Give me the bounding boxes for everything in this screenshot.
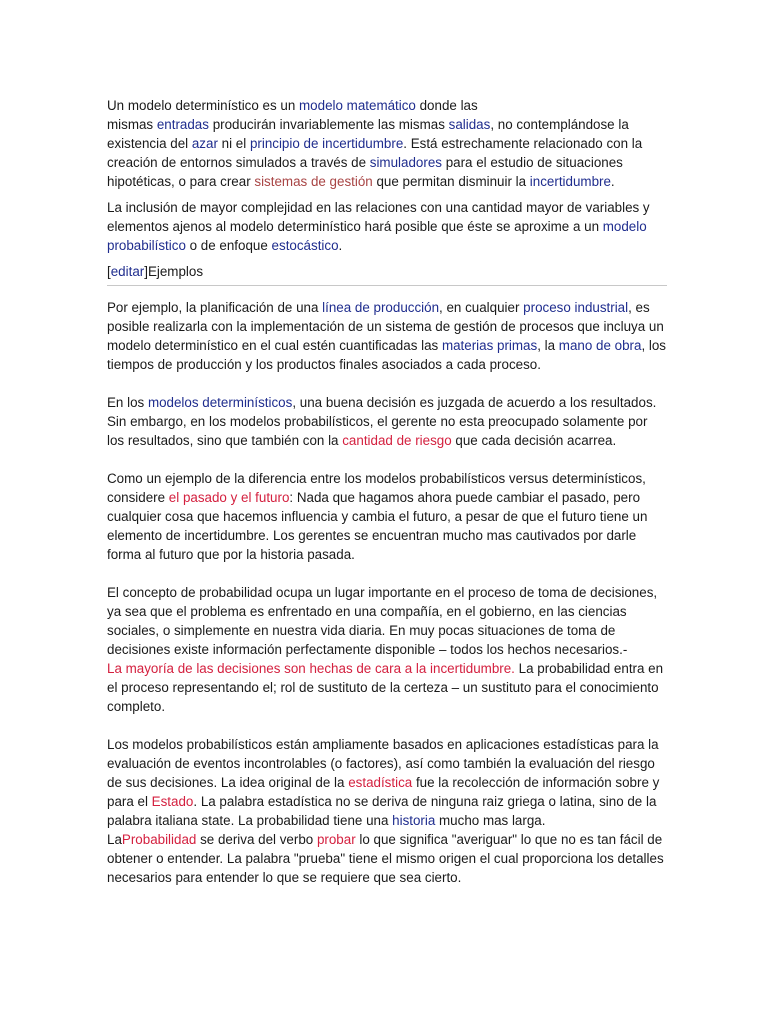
inline-link[interactable]: Probabilidad bbox=[121, 832, 197, 847]
text-run: ni el bbox=[217, 136, 250, 151]
text-run: Como un ejemplo de la diferencia entre los modelos probabilísticos versus determinísticos, considere bbox=[107, 471, 646, 505]
text-run: que permitan disminuir la bbox=[372, 174, 530, 189]
paragraph bbox=[107, 198, 667, 255]
inline-link[interactable]: modelo matemático bbox=[299, 98, 416, 113]
text-run: La bbox=[107, 832, 122, 847]
text-run: o de enfoque bbox=[185, 238, 272, 253]
paragraph bbox=[107, 393, 667, 450]
text-run: se deriva del verbo bbox=[196, 832, 317, 847]
paragraph bbox=[107, 583, 667, 716]
text-run: mucho mas larga. bbox=[435, 813, 546, 828]
inline-link[interactable]: principio de incertidumbre bbox=[249, 136, 404, 151]
inline-link[interactable]: cantidad de riesgo bbox=[342, 433, 452, 448]
inline-link[interactable]: el pasado y el futuro bbox=[168, 490, 290, 505]
text-run: . bbox=[610, 174, 615, 189]
text-run: donde las bbox=[415, 98, 478, 113]
text-run: , una buena decisión es juzgada de acuerdo a los resultados. Sin embargo, en los modelos probabilísticos, el gerente no esta preocupado solamente por los resultados, sino que también con la bbox=[107, 395, 657, 448]
section-heading-ejemplos bbox=[107, 262, 667, 286]
text-run: . bbox=[338, 238, 343, 253]
text-run: Un modelo determinístico es un bbox=[107, 98, 300, 113]
text-run: , no contemplándose la existencia del bbox=[107, 117, 629, 151]
text-run: . Está estrechamente relacionado con la creación de entornos simulados a través de bbox=[107, 136, 643, 170]
text-run: producirán invariablemente las mismas bbox=[208, 117, 449, 132]
inline-link[interactable]: historia bbox=[392, 813, 436, 828]
text-run: mismas bbox=[107, 117, 157, 132]
text-run: para el estudio de situaciones hipotéticas, o para crear bbox=[107, 155, 623, 189]
paragraph bbox=[107, 96, 667, 191]
document-body bbox=[107, 96, 667, 887]
text-run: ]Ejemplos bbox=[144, 264, 204, 279]
inline-link[interactable]: entradas bbox=[156, 117, 209, 132]
text-run: , es posible realizarla con la implementación de un sistema de gestión de procesos que incluya un modelo determinístico en el cual estén cuantificadas las bbox=[107, 300, 664, 353]
inline-link[interactable]: mano de obra bbox=[558, 338, 642, 353]
inline-link[interactable]: modelos determinísticos bbox=[147, 395, 293, 410]
inline-link[interactable]: estadística bbox=[348, 775, 413, 790]
paragraph bbox=[107, 298, 667, 374]
inline-link[interactable]: simuladores bbox=[369, 155, 442, 170]
text-run: , la bbox=[537, 338, 559, 353]
text-run: [ bbox=[107, 264, 111, 279]
paragraph bbox=[107, 735, 667, 887]
text-run: , en cualquier bbox=[439, 300, 524, 315]
paragraph bbox=[107, 469, 667, 564]
text-run: : Nada que hagamos ahora puede cambiar el pasado, pero cualquier cosa que hacemos influencia y cambia el futuro, a pesar de que el futuro tiene un elemento de incertidumbre. Los gerentes se encuentran mucho mas cautivados por darle forma al futuro que por la historia pasada. bbox=[107, 490, 648, 562]
text-run: , los tiempos de producción y los productos finales asociados a cada proceso. bbox=[107, 338, 666, 372]
text-run: El concepto de probabilidad ocupa un lugar importante en el proceso de toma de decisiones, ya sea que el problema es enfrentado en una compañía, en el gobierno, en las ciencias sociales, o simplemente en nuestra vida diaria. En muy pocas situaciones de toma de decisiones existe información perfectamente disponible – todos los hechos necesarios.- bbox=[107, 585, 658, 657]
inline-link[interactable]: línea de producción bbox=[322, 300, 440, 315]
edit-link[interactable]: editar bbox=[110, 264, 145, 279]
inline-link[interactable]: materias primas bbox=[441, 338, 538, 353]
text-run: La inclusión de mayor complejidad en las relaciones con una cantidad mayor de variables y elementos ajenos al modelo determinístico hará posible que éste se aproxime a un bbox=[107, 200, 650, 234]
inline-link[interactable]: azar bbox=[191, 136, 218, 151]
text-run: Por ejemplo, la planificación de una bbox=[107, 300, 323, 315]
inline-link[interactable]: probar bbox=[316, 832, 356, 847]
text-run: lo que significa "averiguar" lo que no es tan fácil de obtener o entender. La palabra "prueba" tiene el mismo origen el cual proporciona los detalles necesarios para entender lo que se requiere que sea cierto. bbox=[107, 832, 664, 885]
text-run: La probabilidad entra en el proceso representando el; rol de sustituto de la certeza – un sustituto para el conocimiento completo. bbox=[107, 661, 664, 714]
text-run: Los modelos probabilísticos están ampliamente basados en aplicaciones estadísticas para la evaluación de eventos incontrolables (o factores), así como también la evaluación del riesgo de sus decisiones. La idea original de la bbox=[107, 737, 659, 790]
inline-link[interactable]: proceso industrial bbox=[523, 300, 629, 315]
inline-link[interactable]: incertidumbre bbox=[529, 174, 611, 189]
inline-link[interactable]: salidas bbox=[448, 117, 491, 132]
inline-link[interactable]: La mayoría de las decisiones son hechas de cara a la incertidumbre. bbox=[107, 661, 515, 676]
text-run: . La palabra estadística no se deriva de ninguna raiz griega o latina, sino de la palabra italiana state. La probabilidad tiene una bbox=[107, 794, 657, 828]
text-run: En los bbox=[107, 395, 148, 410]
inline-link[interactable]: Estado bbox=[151, 794, 194, 809]
inline-link[interactable]: modelo probabilístico bbox=[107, 219, 647, 253]
text-run: que cada decisión acarrea. bbox=[451, 433, 617, 448]
inline-link[interactable]: estocástico bbox=[271, 238, 339, 253]
inline-link[interactable]: sistemas de gestión bbox=[254, 174, 373, 189]
text-run: fue la recolección de información sobre y para el bbox=[107, 775, 660, 809]
